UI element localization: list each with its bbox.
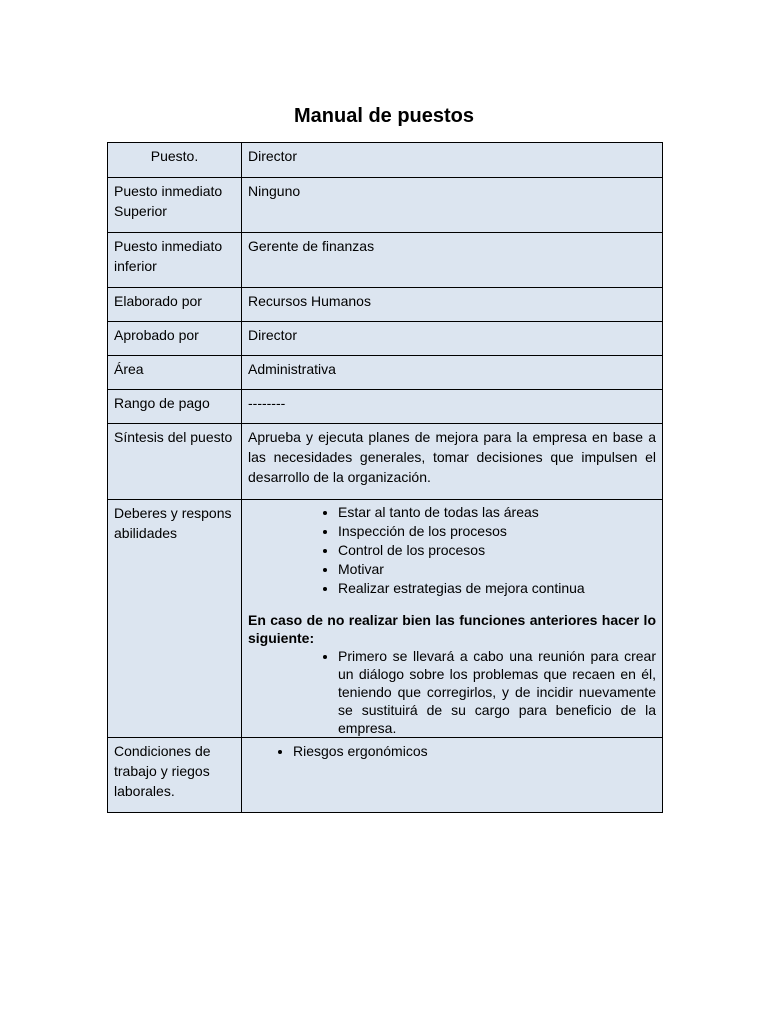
row-value-superior: Ninguno [242, 178, 663, 233]
row-value-aprobado: Director [242, 322, 663, 356]
row-value-deberes [242, 500, 663, 738]
table-row [108, 322, 663, 356]
row-label-rango: Rango de pago [108, 390, 242, 424]
risks-list [248, 741, 656, 761]
list-item: • Control de los procesos [338, 541, 656, 560]
table-row [108, 424, 663, 500]
duties-list [248, 503, 656, 598]
row-value-sintesis: Aprueba y ejecuta planes de mejora para la empresa en base a las necesidades generales, tomar decisiones que impulsen el desarrollo de la organización. [242, 424, 663, 500]
table-row [108, 233, 663, 288]
page-title: Manual de puestos [293, 105, 475, 127]
row-value-condiciones [242, 738, 663, 813]
row-label-inferior: Puesto inmediato inferior [108, 233, 242, 288]
row-label-sintesis: Síntesis del puesto [108, 424, 242, 500]
row-value-elaborado: Recursos Humanos [242, 288, 663, 322]
row-label-puesto: Puesto. [108, 143, 242, 178]
table-row [108, 356, 663, 390]
list-item: • Inspección de los procesos [338, 522, 656, 541]
list-item: • Estar al tanto de todas las áreas [338, 503, 656, 522]
list-item: • Riesgos ergonómicos [293, 741, 656, 761]
table-row [108, 178, 663, 233]
row-label-elaborado: Elaborado por [108, 288, 242, 322]
row-value-area: Administrativa [242, 356, 663, 390]
list-item: • Primero se llevará a cabo una reunión para crear un diálogo sobre los problemas que recaen en él, teniendo que corregirlos, y de incidir nuevamente se sustituirá de su cargo para beneficio de la empresa. [338, 647, 656, 737]
table-row [108, 390, 663, 424]
row-value-rango: -------- [242, 390, 663, 424]
row-label-condiciones: Condiciones de trabajo y riegos laborales. [108, 738, 242, 813]
follow-up-list [248, 647, 656, 737]
row-label-superior: Puesto inmediato Superior [108, 178, 242, 233]
table-row [108, 738, 663, 813]
job-manual-table [107, 142, 663, 813]
table-row [108, 143, 663, 178]
row-label-deberes: Deberes y responsabilidades [108, 500, 242, 738]
duties-warning: En caso de no realizar bien las funciones anteriores hacer lo siguiente: [248, 612, 656, 646]
list-item: • Motivar [338, 560, 656, 579]
row-label-area: Área [108, 356, 242, 390]
table-row [108, 500, 663, 738]
row-value-puesto: Director [242, 143, 663, 178]
table-row [108, 288, 663, 322]
list-item: • Realizar estrategias de mejora continua [338, 579, 656, 598]
row-value-inferior: Gerente de finanzas [242, 233, 663, 288]
row-label-aprobado: Aprobado por [108, 322, 242, 356]
